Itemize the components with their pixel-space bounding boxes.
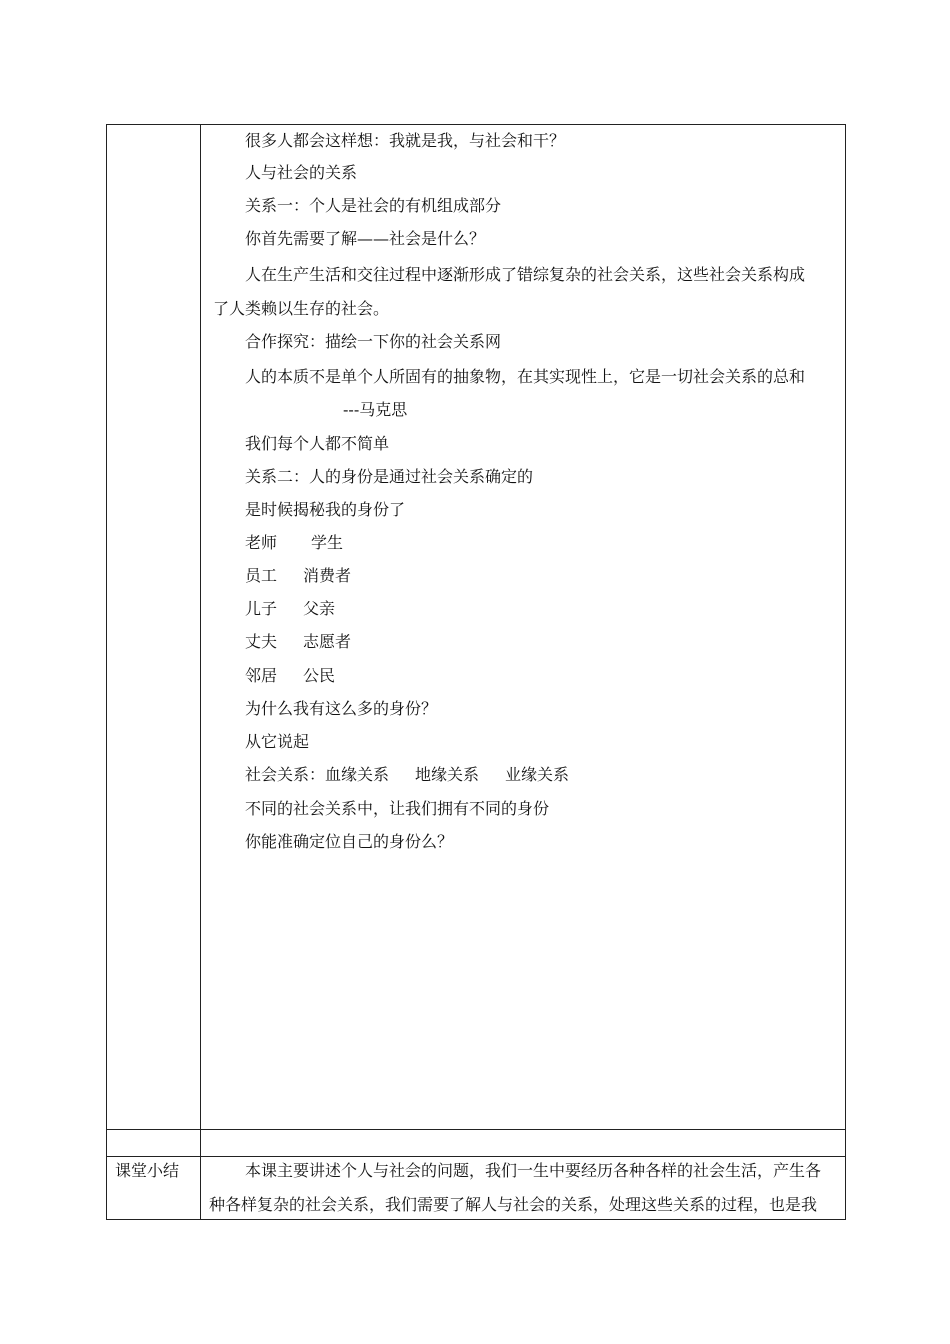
body-line: 不同的社会关系中，让我们拥有不同的身份 [245,799,550,818]
row-divider [107,1156,845,1157]
body-line: 你首先需要了解——社会是什么？ [245,229,486,248]
body-line: 很多人都会这样想：我就是我，与社会和干？ [245,131,566,150]
relation-work: 业缘关系 [505,765,570,784]
relation-geo: 地缘关系 [415,765,480,784]
body-line: 是时候揭秘我的身份了 [245,500,406,519]
column-divider [200,125,201,1219]
body-line: 人在生产生活和交往过程中逐渐形成了错综复杂的社会关系，这些社会关系构成 [245,265,806,284]
identity-a: 邻居 [245,666,278,685]
identity-pair [245,666,335,686]
identity-a: 老师 [245,533,278,552]
row-divider [107,1129,845,1130]
body-line: 为什么我有这么多的身份？ [245,699,438,718]
body-line: 你能准确定位自己的身份么？ [245,832,454,851]
identity-b: 学生 [311,533,344,552]
body-line: 合作探究：描绘一下你的社会关系网 [245,332,502,351]
identity-a: 儿子 [245,599,278,618]
identity-pair [245,566,351,586]
summary-line: 本课主要讲述个人与社会的问题，我们一生中要经历各种各样的社会生活，产生各 [245,1161,822,1180]
body-line: 从它说起 [245,732,310,751]
identity-b: 志愿者 [303,632,352,651]
identity-a: 丈夫 [245,632,278,651]
identity-pair [245,632,351,652]
body-line: 人与社会的关系 [245,163,358,182]
identity-b: 父亲 [303,599,336,618]
body-line: 关系二：人的身份是通过社会关系确定的 [245,467,534,486]
identity-b: 公民 [303,666,336,685]
body-line: 了人类赖以生存的社会。 [213,299,390,318]
social-relations-line [245,765,569,785]
identity-pair [245,599,335,619]
body-line: 人的本质不是单个人所固有的抽象物，在其实现性上，它是一切社会关系的总和 [245,367,806,386]
identity-b: 消费者 [303,566,352,585]
identity-pair [245,533,343,553]
summary-line: 种各样复杂的社会关系，我们需要了解人与社会的关系，处理这些关系的过程，也是我 [209,1195,818,1214]
body-line: 关系一：个人是社会的有机组成部分 [245,196,502,215]
summary-label: 课堂小结 [115,1161,180,1180]
identity-a: 员工 [245,566,278,585]
quote-attribution: ---马克思 [343,400,408,419]
relation-blood: 社会关系：血缘关系 [245,765,390,784]
body-line: 我们每个人都不简单 [245,434,390,453]
lesson-table [106,124,846,1220]
